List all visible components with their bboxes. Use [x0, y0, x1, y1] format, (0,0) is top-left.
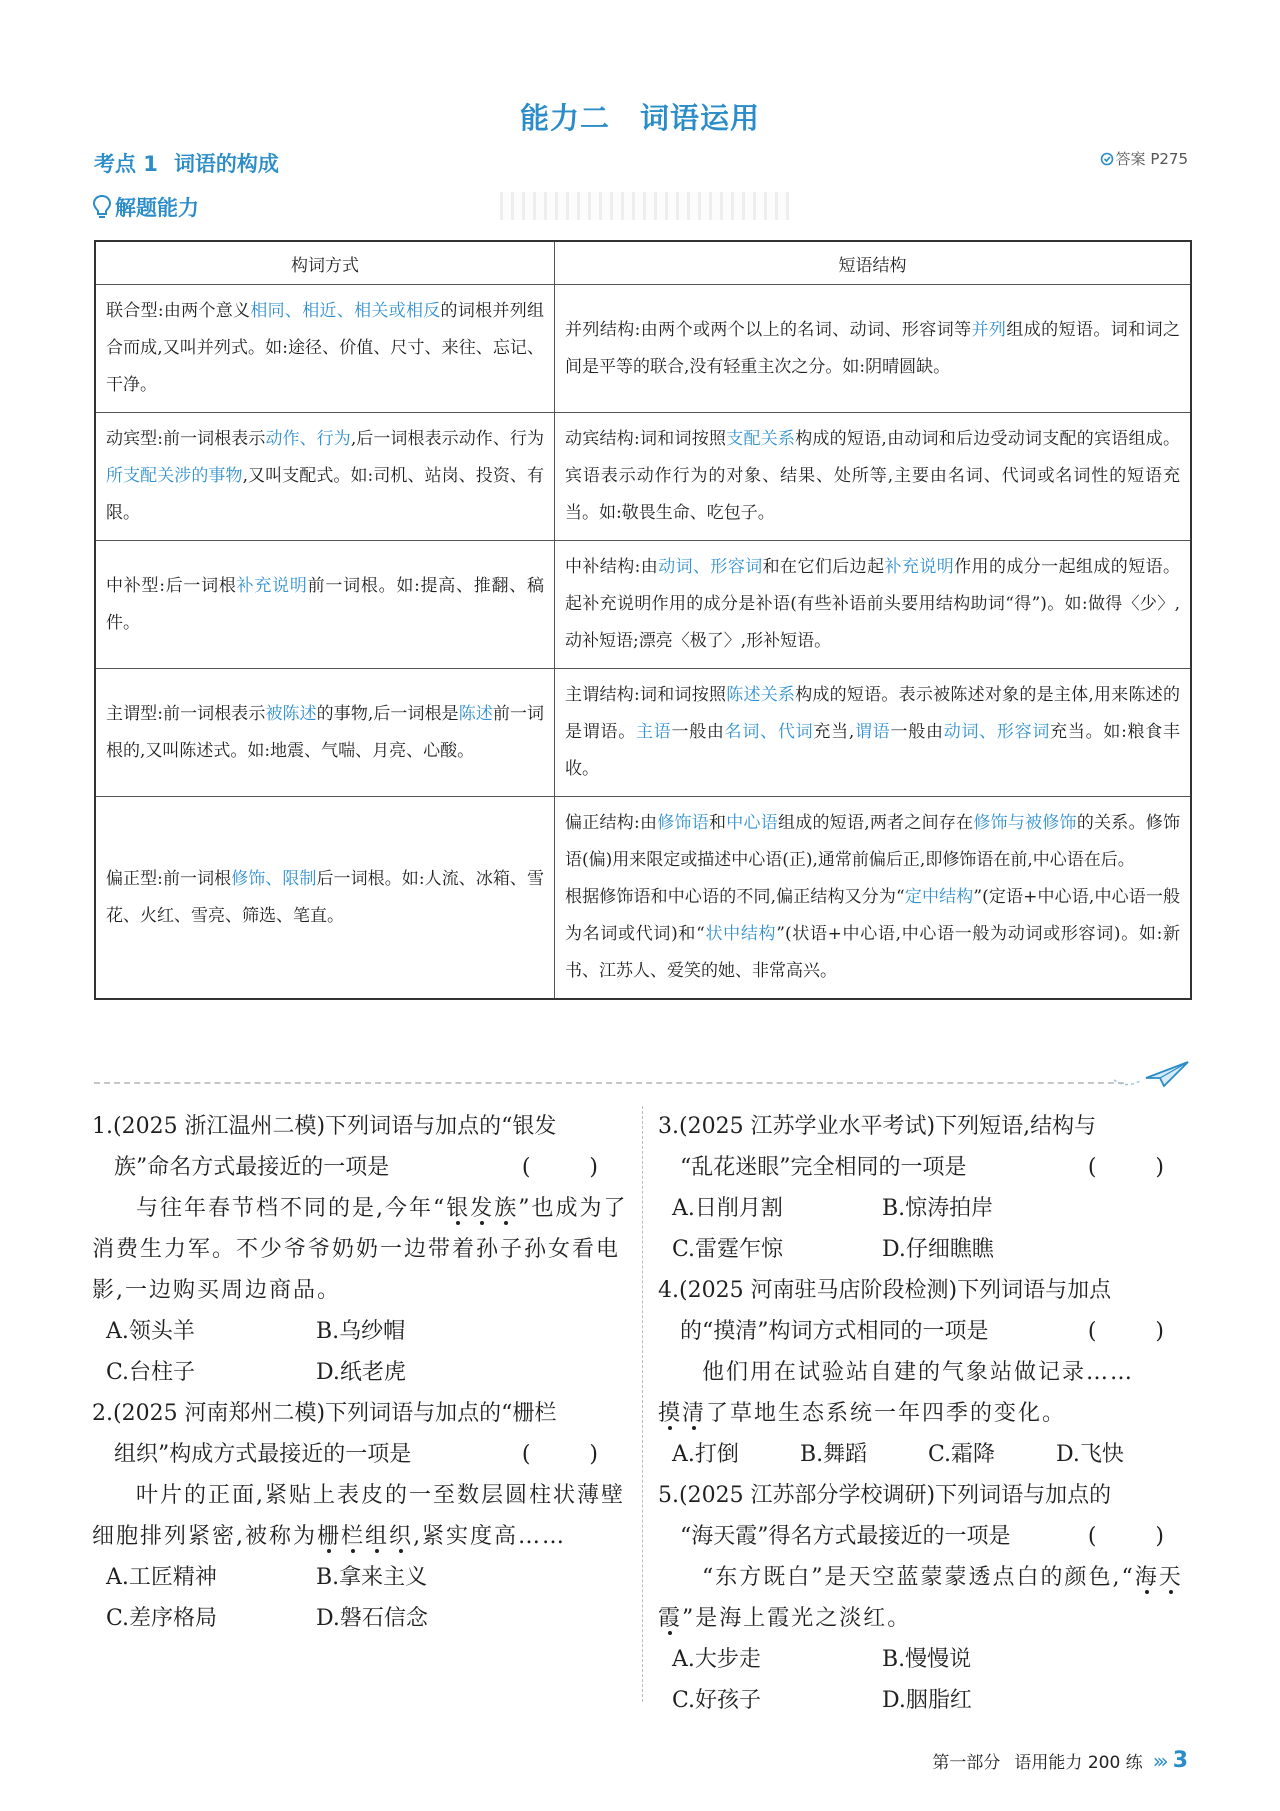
dotted-word	[446, 1196, 518, 1221]
answer-blank[interactable]: ( )	[521, 1155, 624, 1180]
option-c[interactable]: C.好孩子	[672, 1688, 762, 1713]
highlight-text: 状中结构	[704, 924, 777, 944]
cell-text: 和在它们后边起	[762, 557, 885, 577]
highlight-text: 支配关系	[726, 429, 796, 449]
option-b[interactable]: B.慢慢说	[882, 1647, 972, 1672]
page-number: 3	[1172, 1748, 1188, 1773]
cell-text: 主谓型:前一词根表示	[106, 703, 266, 724]
cell-text: ”(定语+中心语,中心语一般为名词或代词)和“	[565, 887, 1180, 944]
phrase-structure-cell	[555, 669, 1192, 797]
option-row	[92, 1557, 632, 1598]
cell-text: 动宾结构:词和词按照	[565, 429, 727, 449]
question-passage	[658, 1352, 1198, 1434]
phrase-structure-cell	[555, 541, 1192, 669]
table-row	[95, 541, 1191, 669]
option-b[interactable]: B.惊涛拍岸	[882, 1196, 994, 1221]
footer-book-title: 语用能力 200 练	[1014, 1753, 1143, 1773]
option-d[interactable]: D.磐石信念	[316, 1606, 428, 1631]
cell-text: 动宾型:前一词根表示	[106, 429, 266, 449]
question-passage	[658, 1557, 1198, 1639]
passage-text: ”也成为了消费生力军。不少爷爷奶奶一边带着孙子孙女看电影,一边购买周边商品。	[92, 1196, 628, 1303]
emphasis-char: 栏	[341, 1524, 366, 1549]
word-formation-table	[94, 240, 1192, 1000]
decorative-strip	[500, 192, 790, 220]
option-row	[92, 1352, 632, 1393]
highlight-text: 名词、代词	[724, 722, 814, 742]
emphasis-char: 银	[446, 1196, 471, 1221]
cell-text: 和	[708, 813, 727, 833]
table-row	[95, 669, 1191, 797]
word-formation-cell	[95, 669, 555, 797]
highlight-text: 动词、形容词	[658, 557, 763, 577]
highlight-text: 陈述	[458, 703, 493, 724]
table-header-row	[95, 241, 1191, 285]
emphasis-char: 发	[470, 1196, 495, 1221]
table-row	[95, 285, 1191, 413]
question-stem-cont: 的“摸清”构词方式相同的一项是	[680, 1319, 989, 1344]
answer-blank[interactable]: ( )	[1087, 1319, 1190, 1344]
cell-text: 中补型:后一词根	[106, 575, 237, 596]
emphasis-char: 清	[682, 1401, 707, 1426]
highlight-text: 陈述关系	[726, 685, 796, 705]
question-stem: 3.(2025 江苏学业水平考试)下列短语,结构与	[658, 1114, 1097, 1139]
cell-text: 根据修饰语和中心语的不同,偏正结构又分为“	[565, 887, 905, 907]
column-divider	[642, 1106, 643, 1702]
option-row	[92, 1598, 632, 1639]
option-row	[658, 1639, 1198, 1680]
cell-text: 并列结构:由两个或两个以上的名词、动词、形容词等	[565, 319, 972, 340]
highlight-text: 修饰、限制	[231, 868, 317, 889]
table-row	[95, 413, 1191, 541]
answer-ref-text: 答案 P275	[1115, 150, 1188, 168]
option-c[interactable]: C.差序格局	[106, 1606, 218, 1631]
answer-reference	[1100, 148, 1188, 169]
cell-text: 中补结构:由	[565, 557, 659, 577]
title-part-a: 能力二	[519, 101, 610, 135]
option-c[interactable]: C.霜降	[928, 1442, 996, 1467]
table-header: 构词方式	[95, 241, 555, 285]
question-stem-cont: 族”命名方式最接近的一项是	[114, 1155, 390, 1180]
word-formation-cell	[95, 541, 555, 669]
word-formation-cell	[95, 797, 555, 1000]
footer-section: 第一部分	[932, 1753, 1001, 1773]
cell-text: ”(状语+中心语,中心语一般为动词或形容词)。如:新书、江苏人、爱笑的她、非常高兴。	[565, 924, 1181, 981]
highlight-text: 主语	[635, 722, 672, 742]
question-stem: 2.(2025 河南郑州二模)下列词语与加点的“栅栏	[92, 1401, 557, 1426]
option-row	[658, 1680, 1198, 1721]
double-chevron-icon: ›››	[1152, 1748, 1165, 1773]
table-header: 短语结构	[555, 241, 1192, 285]
passage-text: 与往年春节档不同的是,今年“	[136, 1196, 447, 1221]
cell-text: 构成的短语。表示被陈述对象的是主体,用来陈述的是谓语。	[565, 685, 1181, 742]
cell-text: 前一词根的,又叫陈述式。如:地震、气喘、月亮、心酸。	[106, 703, 545, 761]
emphasis-char: 组	[365, 1524, 390, 1549]
option-c[interactable]: C.台柱子	[106, 1360, 196, 1385]
emphasis-char: 摸	[658, 1401, 683, 1426]
word-formation-cell	[95, 413, 555, 541]
section-title: 词语的构成	[173, 152, 279, 176]
option-d[interactable]: D.胭脂红	[882, 1688, 972, 1713]
cell-text: 充当,	[813, 722, 855, 742]
cell-text: 的词根并列组合而成,又叫并列式。如:途径、价值、尺寸、来往、忘记、干净。	[106, 301, 544, 395]
paper-plane-icon	[1112, 1058, 1192, 1090]
dotted-word	[317, 1524, 413, 1549]
highlight-text: 修饰与被修饰	[973, 813, 1077, 833]
highlight-text: 定中结构	[904, 887, 974, 907]
option-row	[658, 1434, 1198, 1475]
questions-right-column	[658, 1106, 1198, 1721]
highlight-text: 被陈述	[265, 703, 317, 724]
cell-text: 的关系。修饰语(偏)用来限定或描述中心语(正),通常前偏后正,即修饰语在前,中心语在后。	[565, 813, 1181, 870]
option-b[interactable]: B.舞蹈	[800, 1442, 868, 1467]
option-a[interactable]: A.领头羊	[106, 1319, 195, 1344]
passage-text: 了草地生态系统一年四季的变化。	[706, 1401, 1067, 1426]
emphasis-char: 海	[1134, 1565, 1159, 1590]
ability-label: 解题能力	[115, 196, 199, 220]
question-stem-cont: “乱花迷眼”完全相同的一项是	[680, 1155, 967, 1180]
option-d[interactable]: D.纸老虎	[316, 1360, 406, 1385]
cell-text: 联合型:由两个意义	[106, 301, 251, 321]
option-d[interactable]: D.飞快	[1056, 1442, 1124, 1467]
option-a[interactable]: A.工匠精神	[106, 1565, 217, 1590]
question-passage	[92, 1188, 632, 1311]
option-a[interactable]: A.大步走	[672, 1647, 761, 1672]
cell-text: 前一词根。如:提高、推翻、稿件。	[106, 575, 545, 633]
passage-text: “东方既白”是天空蓝蒙蒙透点白的颜色,“	[702, 1565, 1135, 1590]
passage-text: 叶片的正面,紧贴上表皮的一至数层圆柱状薄壁细胞排列紧密,被称为	[92, 1483, 625, 1549]
question-stem-cont: “海天霞”得名方式最接近的一项是	[680, 1524, 1011, 1549]
emphasis-char: 天	[1158, 1565, 1183, 1590]
cell-text: 的事物,后一词根是	[316, 703, 459, 724]
cell-text: 组成的短语。词和词之间是平等的联合,没有轻重主次之分。如:阴晴圆缺。	[565, 319, 1181, 377]
cell-text: 后一词根。如:人流、冰箱、雪花、火红、雪亮、筛选、笔直。	[106, 868, 544, 926]
cell-text: ,后一词根表示动作、行为	[350, 429, 545, 449]
option-row	[658, 1229, 1198, 1270]
cell-text: 组成的短语,两者之间存在	[777, 813, 974, 833]
phrase-structure-cell	[555, 285, 1192, 413]
cell-text: 构成的短语,由动词和后边受动词支配的宾语组成。宾语表示动作行为的对象、结果、处所等,主要由名词、代词或名词性的短语充当。如:敬畏生命、吃包子。	[565, 429, 1181, 523]
option-row	[658, 1188, 1198, 1229]
section-heading	[94, 148, 279, 178]
question-passage	[92, 1475, 632, 1557]
cell-text: 主谓结构:词和词按照	[565, 685, 727, 705]
highlight-text: 补充说明	[884, 557, 955, 577]
highlight-text: 补充说明	[236, 575, 308, 596]
lightbulb-icon	[92, 194, 112, 220]
passage-text: ,紧实度高……	[413, 1524, 567, 1549]
question-stem: 5.(2025 江苏部分学校调研)下列词语与加点的	[658, 1483, 1112, 1508]
option-a[interactable]: A.日削月割	[672, 1196, 783, 1221]
question-1	[92, 1106, 632, 1393]
phrase-structure-cell	[555, 797, 1192, 1000]
question-stem: 1.(2025 浙江温州二模)下列词语与加点的“银发	[92, 1114, 557, 1139]
highlight-text: 中心语	[726, 813, 778, 833]
section-number: 考点 1	[94, 152, 158, 176]
question-stem: 4.(2025 河南驻马店阶段检测)下列词语与加点	[658, 1278, 1112, 1303]
highlight-text: 动词、形容词	[943, 722, 1051, 742]
emphasis-char: 族	[494, 1196, 519, 1221]
cell-text: 偏正结构:由	[565, 813, 658, 833]
page-title	[0, 96, 1280, 137]
answer-icon	[1100, 152, 1114, 166]
dotted-word	[658, 1401, 706, 1426]
cell-text: 一般由	[671, 722, 725, 742]
section-divider	[94, 1082, 1124, 1084]
answer-blank[interactable]: ( )	[1087, 1155, 1190, 1180]
option-c[interactable]: C.雷霆乍惊	[672, 1237, 784, 1262]
question-5	[658, 1475, 1198, 1721]
passage-text: ”是海上霞光之淡红。	[682, 1606, 912, 1631]
word-formation-cell	[95, 285, 555, 413]
question-3	[658, 1106, 1198, 1270]
cell-text: 一般由	[890, 722, 944, 742]
emphasis-char: 栅	[317, 1524, 342, 1549]
highlight-text: 所支配关涉的事物	[106, 466, 243, 486]
answer-blank[interactable]: ( )	[1087, 1524, 1190, 1549]
question-stem-cont: 组织”构成方式最接近的一项是	[114, 1442, 412, 1467]
questions-left-column	[92, 1106, 632, 1639]
option-b[interactable]: B.拿来主义	[316, 1565, 428, 1590]
highlight-text: 修饰语	[657, 813, 709, 833]
highlight-text: 相同、相近、相关或相反	[250, 301, 441, 321]
emphasis-char: 霞	[658, 1606, 683, 1631]
option-d[interactable]: D.仔细瞧瞧	[882, 1237, 994, 1262]
title-part-b: 词语运用	[640, 101, 761, 135]
cell-text: 偏正型:前一词根	[106, 868, 232, 889]
option-b[interactable]: B.乌纱帽	[316, 1319, 406, 1344]
cell-text: 充当。如:粮食丰收。	[565, 722, 1181, 779]
emphasis-char: 织	[389, 1524, 414, 1549]
ability-heading	[92, 192, 199, 222]
highlight-text: 并列	[971, 319, 1007, 340]
cell-text: 作用的成分一起组成的短语。起补充说明作用的成分是补语(有些补语前头要用结构助词“得”)。如:做得〈少〉,动补短语;漂亮〈极了〉,形补短语。	[565, 557, 1181, 651]
question-2	[92, 1393, 632, 1639]
option-row	[92, 1311, 632, 1352]
answer-blank[interactable]: ( )	[521, 1442, 624, 1467]
option-a[interactable]: A.打倒	[672, 1442, 739, 1467]
highlight-text: 动作、行为	[265, 429, 351, 449]
page-footer	[932, 1748, 1188, 1773]
highlight-text: 谓语	[854, 722, 891, 742]
cell-text: ,又叫支配式。如:司机、站岗、投资、有限。	[106, 466, 544, 523]
phrase-structure-cell	[555, 413, 1192, 541]
table-row	[95, 797, 1191, 1000]
question-4	[658, 1270, 1198, 1475]
passage-text: 他们用在试验站自建的气象站做记录……	[702, 1360, 1135, 1385]
